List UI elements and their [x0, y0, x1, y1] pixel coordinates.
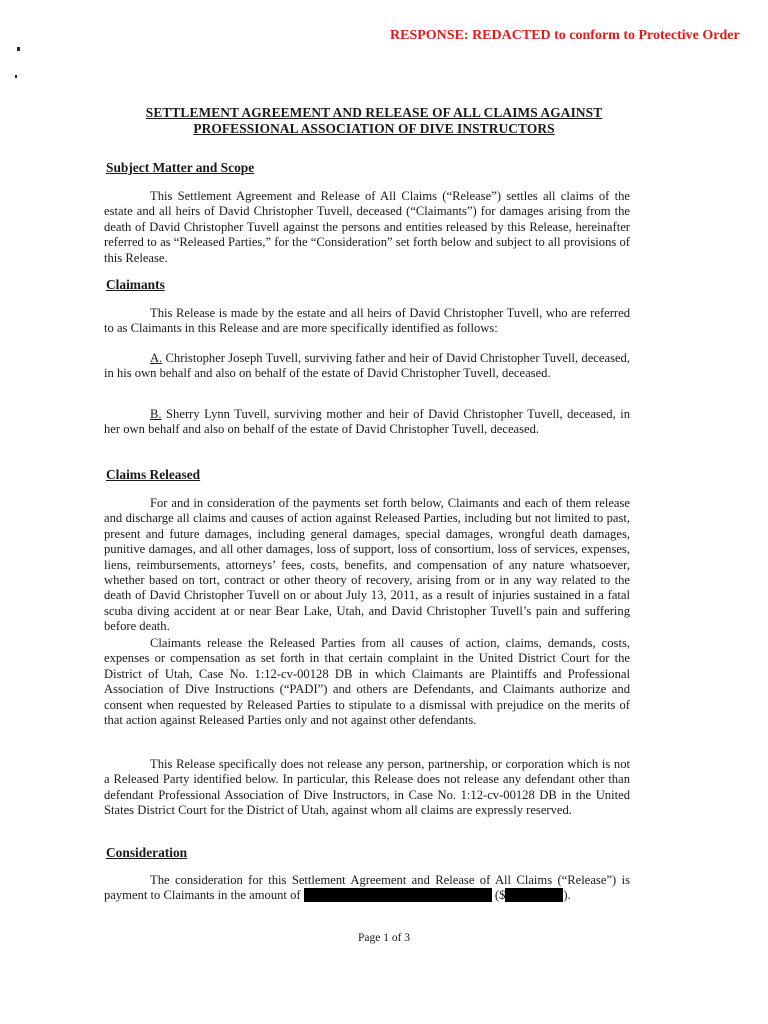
- heading-consideration: Consideration: [106, 845, 188, 860]
- scan-speck: [15, 75, 17, 78]
- claimant-b-label: B.: [150, 407, 162, 421]
- redaction-bar: [304, 888, 492, 902]
- redaction-notice: RESPONSE: REDACTED to conform to Protective Order: [390, 28, 740, 43]
- title-line-2: PROFESSIONAL ASSOCIATION OF DIVE INSTRUCTORS: [193, 121, 555, 136]
- redaction-bar: [505, 888, 563, 902]
- scan-speck: [17, 47, 20, 51]
- claimant-a-label: A.: [150, 351, 163, 365]
- claims-paragraph-2: Claimants release the Released Parties from all causes of action, claims, demands, costs, expenses or compensation as set forth in that certain complaint in the United District Court for the District of Utah, Case No. 1:12-cv-00128 DB in which Claimants are Plaintiffs and Professional Association of Dive Instructions (“PADI”) and others are Defendants, and Claimants authorize and consent when requested by Released Parties to stipulate to a dismissal with prejudice on the merits of that action against Released Parties only and not against other defendants.: [104, 636, 630, 728]
- title-line-1: SETTLEMENT AGREEMENT AND RELEASE OF ALL CLAIMS AGAINST: [145, 105, 603, 120]
- heading-claimants: Claimants: [106, 277, 165, 292]
- heading-subject-matter: Subject Matter and Scope: [106, 160, 255, 175]
- claimants-paragraph: This Release is made by the estate and all heirs of David Christopher Tuvell, who are referred to as Claimants in this Release and are more specifically identified as follows:: [104, 306, 630, 336]
- claimant-a: [104, 351, 630, 382]
- heading-claims-released: Claims Released: [106, 467, 201, 482]
- claimant-a-text: Christopher Joseph Tuvell, surviving father and heir of David Christopher Tuvell, deceased, in his own behalf and also on behalf of the estate of David Christopher Tuvell, deceased.: [104, 351, 631, 381]
- document-title: [100, 105, 648, 137]
- claims-paragraph-3: This Release specifically does not release any person, partnership, or corporation which is not a Released Party identified below. In particular, this Release does not release any defendant other than defendant Professional Association of Dive Instructors, in Case No. 1:12-cv-00128 DB in the United States District Court for the District of Utah, against whom all claims are expressly reserved.: [104, 757, 630, 818]
- scope-paragraph: This Settlement Agreement and Release of All Claims (“Release”) settles all claims of the estate and all heirs of David Christopher Tuvell, deceased (“Claimants”) for damages arising from the death of David Christopher Tuvell against the persons and entities released by this Release, hereinafter referred to as “Released Parties,” for the “Consideration” set forth below and subject to all provisions of this Release.: [104, 189, 630, 265]
- claimant-b-text: Sherry Lynn Tuvell, surviving mother and heir of David Christopher Tuvell, deceased, in her own behalf and also on behalf of the estate of David Christopher Tuvell, deceased.: [104, 407, 630, 437]
- consideration-paragraph: [104, 873, 630, 904]
- page-number: Page 1 of 3: [357, 932, 411, 944]
- paren-close: ).: [563, 888, 571, 903]
- paren-open: ($: [494, 888, 506, 903]
- consideration-text: The consideration for this Settlement Agreement and Release of All Claims (“Release”) is payment to Claimants in the amount of: [104, 873, 630, 903]
- claims-paragraph-1: For and in consideration of the payments set forth below, Claimants and each of them release and discharge all claims and causes of action against Released Parties, including but not limited to past, present and future damages, including general damages, special damages, wrongful death damages, punitive damages, and all other damages, loss of support, loss of consortium, loss of services, expenses, liens, reimbursements, attorneys’ fees, costs, benefits, and compensation of any nature whatsoever, whether based on tort, contract or other theory of recovery, arising from or in any way related to the death of David Christopher Tuvell on or about July 13, 2011, as a result of injuries sustained in a fatal scuba diving accident at or near Bear Lake, Utah, and David Christopher Tuvell’s pain and suffering before death.: [104, 496, 630, 634]
- claimant-b: [104, 407, 630, 438]
